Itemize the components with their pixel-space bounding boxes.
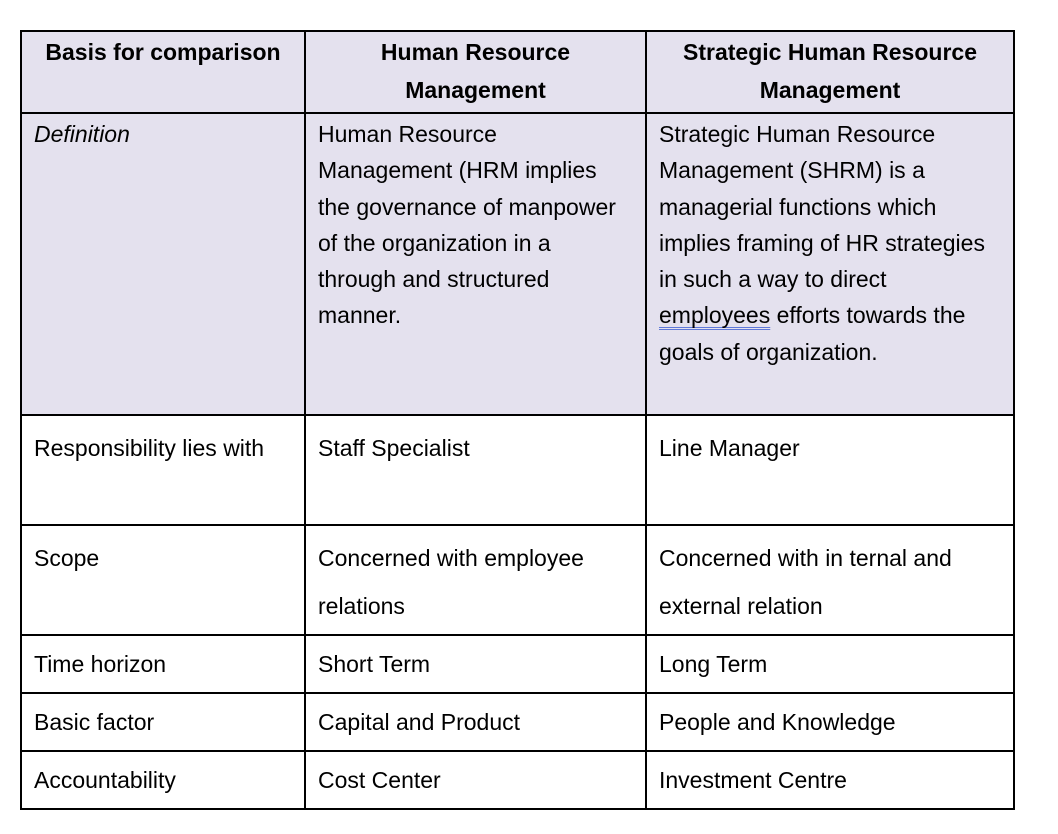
accountability-basis-cell: Accountability bbox=[21, 751, 305, 809]
time-horizon-basis-cell: Time horizon bbox=[21, 635, 305, 693]
scope-shrm-cell: Concerned with in ternal and external relation bbox=[646, 525, 1014, 635]
scope-hrm-cell: Concerned with employee relations bbox=[305, 525, 646, 635]
time-horizon-hrm-cell: Short Term bbox=[305, 635, 646, 693]
accountability-shrm-cell: Investment Centre bbox=[646, 751, 1014, 809]
header-hrm: Human Resource Management bbox=[305, 31, 646, 113]
definition-basis-cell: Definition bbox=[21, 113, 305, 415]
responsibility-hrm-cell: Staff Specialist bbox=[305, 415, 646, 525]
definition-hrm-cell: Human Resource Management (HRM implies the governance of manpower of the organization in a through and structured manner. bbox=[305, 113, 646, 415]
definition-shrm-text-start: Strategic Human Resource Management (SHRM) is a managerial functions which implies framing of HR strategies in such a way to direct bbox=[659, 121, 985, 293]
table-row bbox=[21, 525, 1014, 635]
accountability-hrm-cell: Cost Center bbox=[305, 751, 646, 809]
header-row bbox=[21, 31, 1014, 113]
table-row bbox=[21, 693, 1014, 751]
comparison-table bbox=[20, 30, 1015, 810]
header-basis: Basis for comparison bbox=[21, 31, 305, 113]
definition-shrm-cell bbox=[646, 113, 1014, 415]
definition-shrm-text-end: efforts towards the goals of organization. bbox=[659, 302, 966, 365]
header-shrm: Strategic Human Resource Management bbox=[646, 31, 1014, 113]
responsibility-shrm-cell: Line Manager bbox=[646, 415, 1014, 525]
basic-factor-basis-cell: Basic factor bbox=[21, 693, 305, 751]
table-row bbox=[21, 751, 1014, 809]
table-row bbox=[21, 415, 1014, 525]
basic-factor-hrm-cell: Capital and Product bbox=[305, 693, 646, 751]
responsibility-basis-cell: Responsibility lies with bbox=[21, 415, 305, 525]
time-horizon-shrm-cell: Long Term bbox=[646, 635, 1014, 693]
definition-row bbox=[21, 113, 1014, 415]
basic-factor-shrm-cell: People and Knowledge bbox=[646, 693, 1014, 751]
spellcheck-flagged-word[interactable]: employees bbox=[659, 302, 771, 329]
scope-basis-cell: Scope bbox=[21, 525, 305, 635]
table-row bbox=[21, 635, 1014, 693]
